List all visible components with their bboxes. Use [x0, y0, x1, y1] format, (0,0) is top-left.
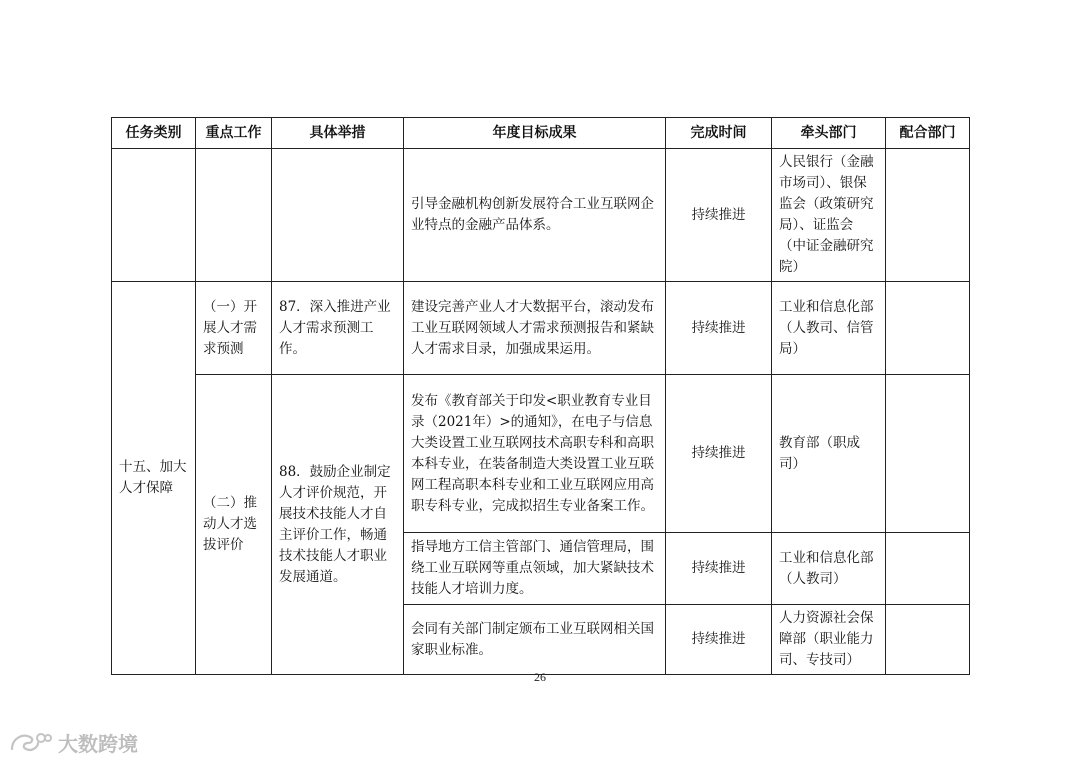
cell-lead: 工业和信息化部（人教司、信管局）	[772, 282, 886, 375]
page-number: 26	[534, 670, 546, 684]
watermark	[8, 728, 138, 757]
cell-goal: 指导地方工信主管部门、通信管理局，围绕工业互联网等重点领域，加大紧缺技术技能人才培训力度。	[404, 533, 666, 605]
cell-key-work: （一）开展人才需求预测	[196, 282, 272, 375]
work-plan-table	[111, 117, 970, 675]
header-task-category: 任务类别	[112, 118, 196, 149]
watermark-text: 大数跨境	[58, 732, 138, 756]
cell-goal: 建设完善产业人才大数据平台，滚动发布工业互联网领域人才需求预测报告和紧缺人才需求目录，加强成果运用。	[404, 282, 666, 375]
cell-support	[886, 149, 970, 282]
cell-empty	[272, 149, 404, 282]
cell-lead: 教育部（职成司）	[772, 375, 886, 533]
cell-support	[886, 375, 970, 533]
cell-key-work: （二）推动人才选拔评价	[196, 375, 272, 675]
cell-lead: 工业和信息化部（人教司）	[772, 533, 886, 605]
cell-empty	[196, 149, 272, 282]
cell-time: 持续推进	[666, 282, 772, 375]
header-support-department: 配合部门	[886, 118, 970, 149]
cell-support	[886, 533, 970, 605]
cell-goal: 发布《教育部关于印发<职业教育专业目录（2021年）>的通知》，在电子与信息大类设置工业互联网技术高职专科和高职本科专业，在装备制造大类设置工业互联网工程高职本科专业和工业互联网应用高职专科专业，完成拟招生专业备案工作。	[404, 375, 666, 533]
cell-empty	[112, 149, 196, 282]
cell-time: 持续推进	[666, 375, 772, 533]
header-completion-time: 完成时间	[666, 118, 772, 149]
table-row	[112, 282, 970, 375]
cell-goal: 引导金融机构创新发展符合工业互联网企业特点的金融产品体系。	[404, 149, 666, 282]
cell-measure: 87．深入推进产业人才需求预测工作。	[272, 282, 404, 375]
cell-measure: 88．鼓励企业制定人才评价规范，开展技术技能人才自主评价工作，畅通技术技能人才职业发展通道。	[272, 375, 404, 675]
header-specific-measures: 具体举措	[272, 118, 404, 149]
header-annual-goal: 年度目标成果	[404, 118, 666, 149]
header-key-work: 重点工作	[196, 118, 272, 149]
cell-support	[886, 605, 970, 675]
weibo-like-logo-icon	[8, 729, 52, 757]
cell-goal: 会同有关部门制定颁布工业互联网相关国家职业标准。	[404, 605, 666, 675]
cell-time: 持续推进	[666, 149, 772, 282]
cell-category: 十五、加大人才保障	[112, 282, 196, 675]
cell-time: 持续推进	[666, 605, 772, 675]
cell-lead: 人力资源社会保障部（职业能力司、专技司）	[772, 605, 886, 675]
table-header-row	[112, 118, 970, 149]
cell-time: 持续推进	[666, 533, 772, 605]
cell-support	[886, 282, 970, 375]
header-lead-department: 牵头部门	[772, 118, 886, 149]
table-row	[112, 375, 970, 533]
cell-lead: 人民银行（金融市场司）、银保监会（政策研究局）、证监会（中证金融研究院）	[772, 149, 886, 282]
table-row	[112, 149, 970, 282]
